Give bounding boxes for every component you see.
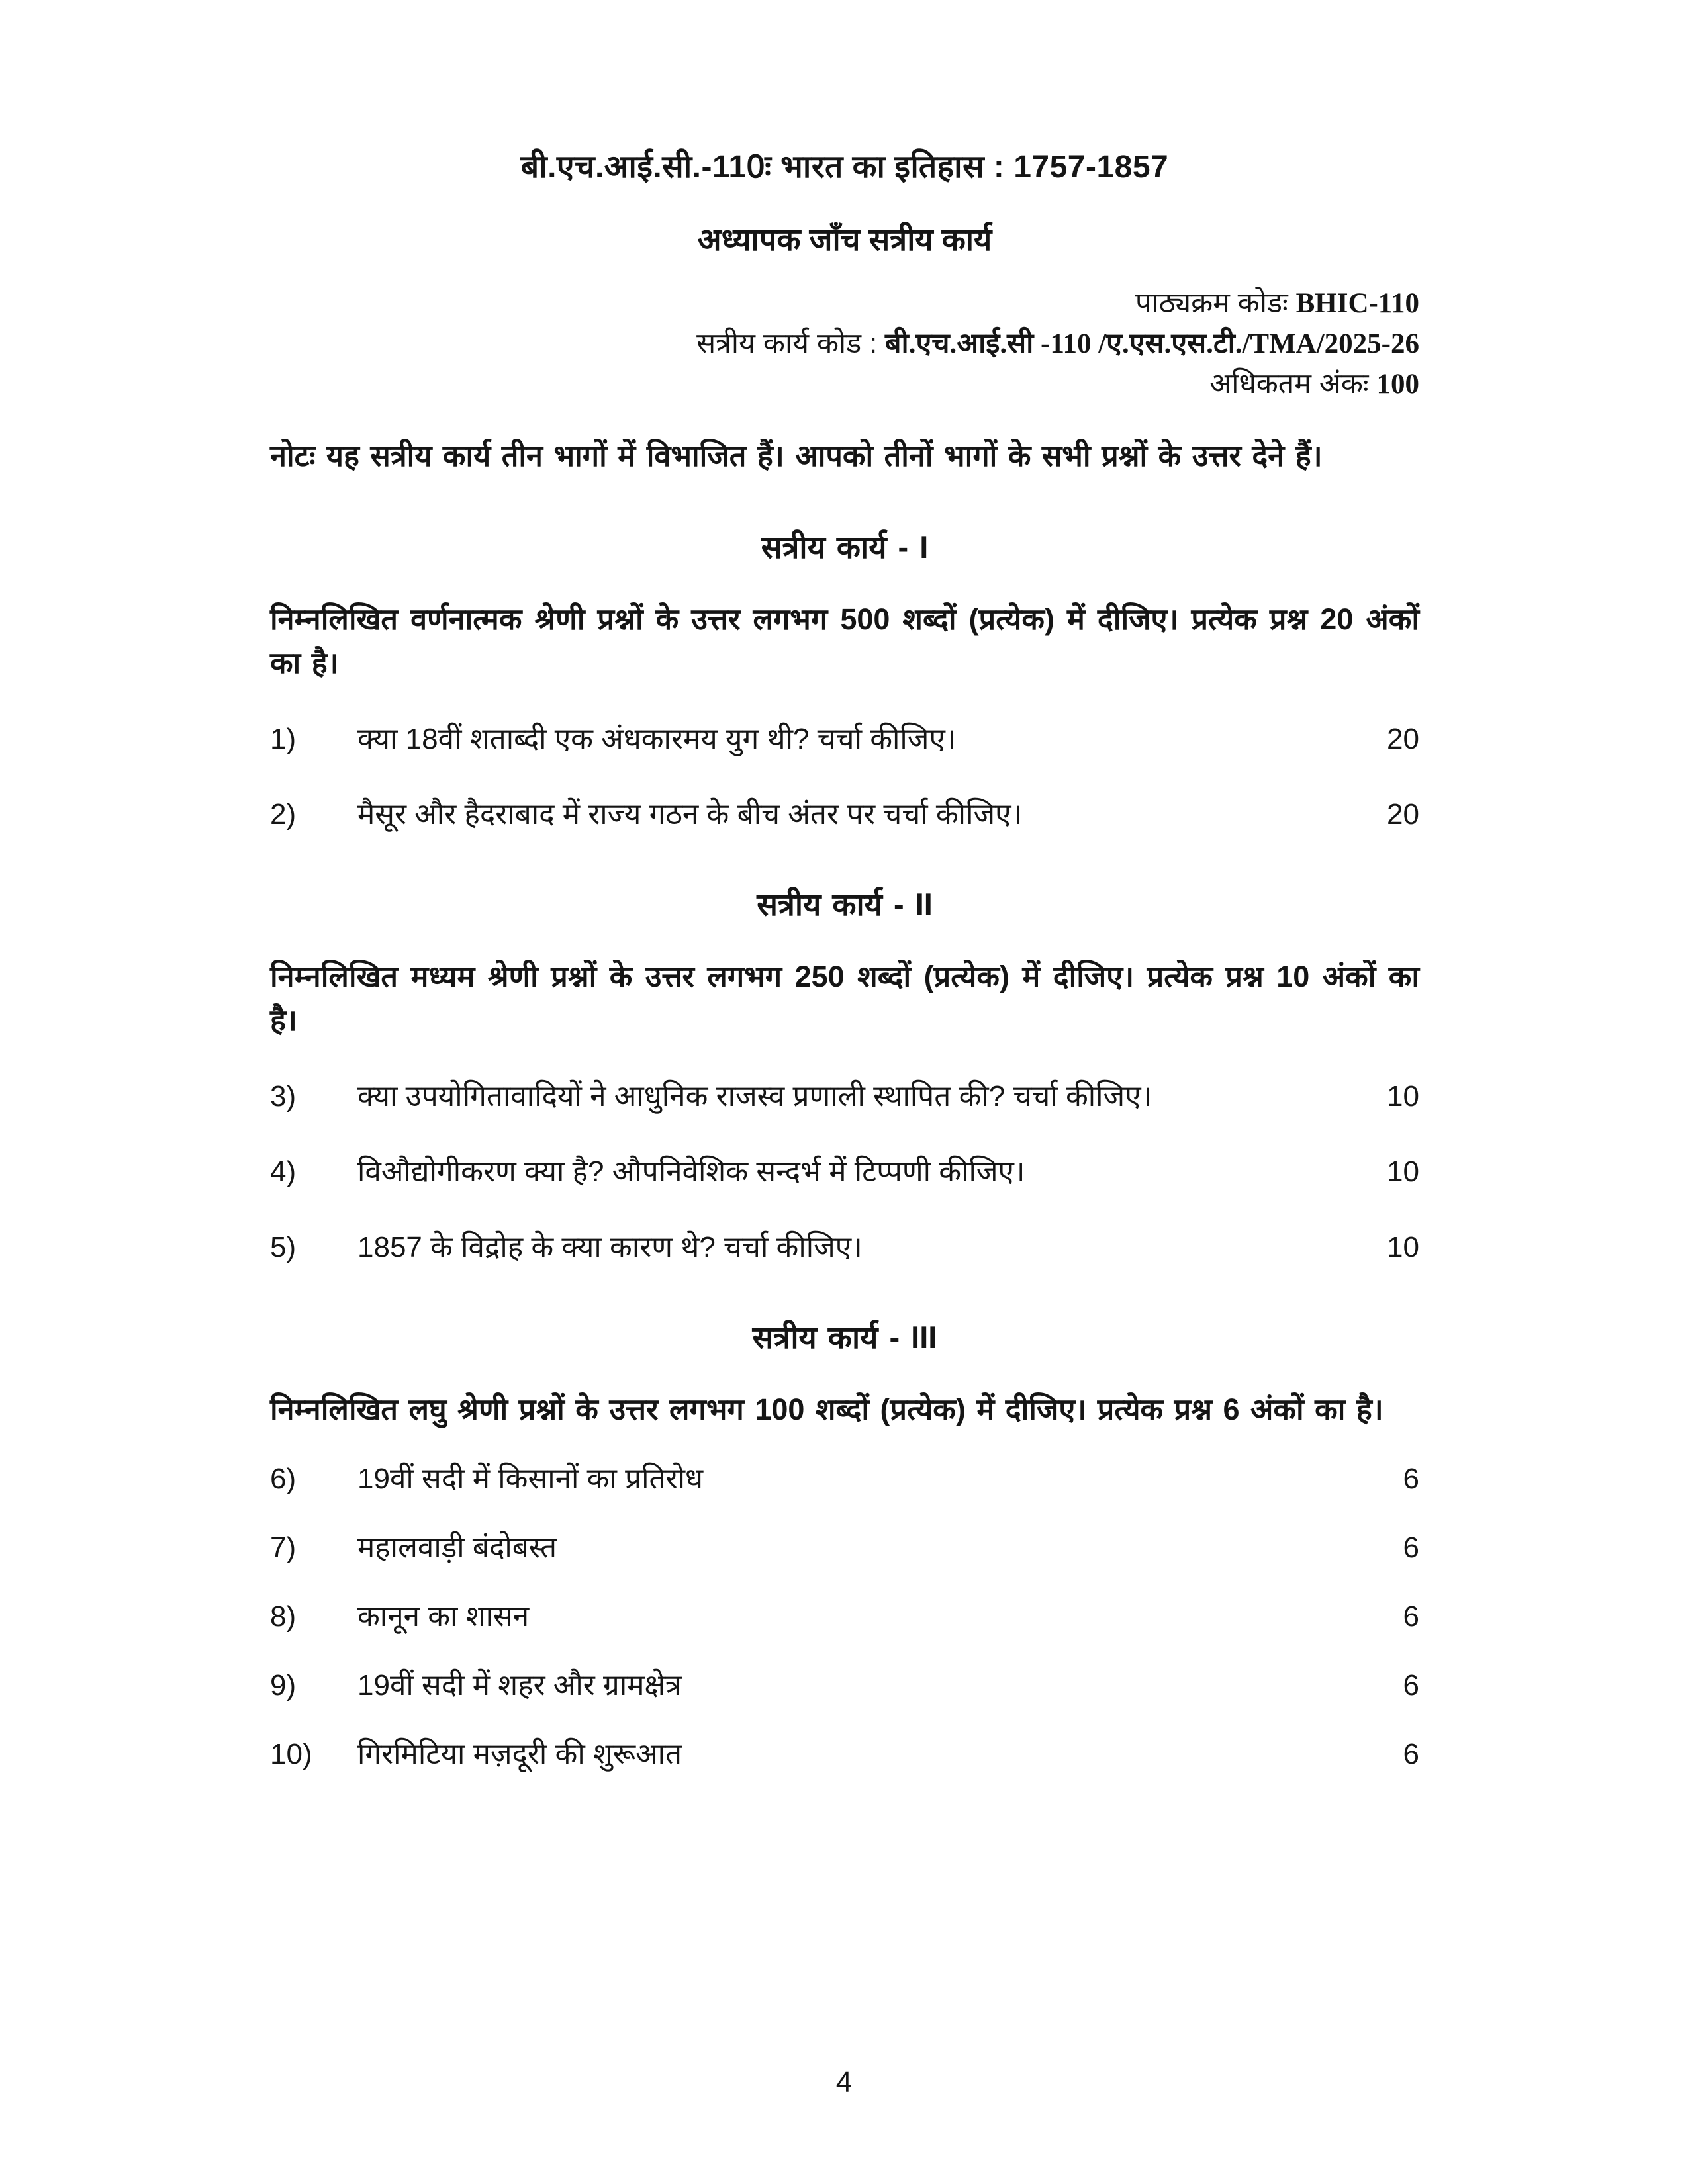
question-number: 5) xyxy=(270,1231,297,1263)
course-code-line xyxy=(270,283,1419,324)
question-text: गिरमिटिया मज़दूरी की शुरूआत xyxy=(357,1738,682,1770)
question-marks: 6 xyxy=(1403,1531,1419,1564)
question-marks: 6 xyxy=(1403,1463,1419,1495)
question-text: मैसूर और हैदराबाद में राज्य गठन के बीच अंतर पर चर्चा कीजिए। xyxy=(357,798,1023,831)
question-text: कानून का शासन xyxy=(357,1600,530,1633)
question-row xyxy=(270,1151,1419,1193)
question-number: 1) xyxy=(270,723,297,755)
section-1-intro: निम्नलिखित वर्णनात्मक श्रेणी प्रश्नों के उत्तर लगभग 500 शब्दों (प्रत्येक) में दीजिए। प्रत्येक प्रश्न 20 अंकों का है। xyxy=(270,602,1419,680)
question-text: क्या 18वीं शताब्दी एक अंधकारमय युग थी? चर्चा कीजिए। xyxy=(357,723,957,755)
section-3 xyxy=(270,1318,1419,1776)
question-marks: 6 xyxy=(1403,1669,1419,1702)
question-number: 7) xyxy=(270,1531,297,1564)
question-marks: 10 xyxy=(1387,1231,1419,1263)
question-row xyxy=(270,1664,1419,1707)
section-1-heading: सत्रीय कार्य - I xyxy=(761,529,929,565)
assignment-code-value: बी.एच.आई.सी -110 /ए.एस.एस.टी./TMA/2025-26 xyxy=(885,328,1419,359)
max-marks-line xyxy=(270,364,1419,404)
question-text: विऔद्योगीकरण क्या है? औपनिवेशिक सन्दर्भ में टिप्पणी कीजिए। xyxy=(357,1156,1025,1188)
note-paragraph: नोटः यह सत्रीय कार्य तीन भागों में विभाजित हैं। आपको तीनों भागों के सभी प्रश्नों के उत्तर देने हैं। xyxy=(270,439,1323,473)
question-text: 19वीं सदी में किसानों का प्रतिरोध xyxy=(357,1463,704,1495)
question-marks: 20 xyxy=(1387,723,1419,755)
max-marks-label: अधिकतम अंकः xyxy=(1209,368,1369,400)
question-row xyxy=(270,1458,1419,1500)
question-number: 9) xyxy=(270,1669,297,1702)
question-text: महालवाड़ी बंदोबस्त xyxy=(357,1531,557,1564)
question-number: 2) xyxy=(270,798,297,831)
question-number: 8) xyxy=(270,1600,297,1633)
question-row xyxy=(270,1226,1419,1269)
question-number: 10) xyxy=(270,1738,312,1770)
question-text: 19वीं सदी में शहर और ग्रामक्षेत्र xyxy=(357,1669,682,1702)
question-number: 3) xyxy=(270,1080,297,1113)
question-marks: 6 xyxy=(1403,1738,1419,1770)
question-number: 4) xyxy=(270,1156,297,1188)
section-2-heading: सत्रीय कार्य - II xyxy=(757,887,933,922)
question-row xyxy=(270,718,1419,760)
section-2 xyxy=(270,885,1419,1269)
question-row xyxy=(270,794,1419,836)
course-code-value: BHIC-110 xyxy=(1295,288,1419,319)
section-3-intro: निम्नलिखित लघु श्रेणी प्रश्नों के उत्तर लगभग 100 शब्दों (प्रत्येक) में दीजिए। प्रत्येक प्रश्न 6 अंकों का है। xyxy=(270,1392,1383,1426)
assignment-code-line xyxy=(270,324,1419,364)
doc-title: बी.एच.आई.सी.-110ः भारत का इतिहास : 1757-1857 xyxy=(520,150,1169,185)
max-marks-value: 100 xyxy=(1376,369,1419,400)
section-1 xyxy=(270,527,1419,836)
question-marks: 10 xyxy=(1387,1156,1419,1188)
question-marks: 10 xyxy=(1387,1080,1419,1113)
doc-subtitle: अध्यापक जाँच सत्रीय कार्य xyxy=(697,222,992,257)
code-block xyxy=(270,283,1419,404)
question-marks: 20 xyxy=(1387,798,1419,831)
question-row xyxy=(270,1075,1419,1118)
question-text: क्या उपयोगितावादियों ने आधुनिक राजस्व प्रणाली स्थापित की? चर्चा कीजिए। xyxy=(357,1080,1152,1113)
section-3-heading: सत्रीय कार्य - III xyxy=(752,1320,937,1355)
question-row xyxy=(270,1596,1419,1638)
page-number: 4 xyxy=(835,2066,853,2099)
question-marks: 6 xyxy=(1403,1600,1419,1633)
question-text: 1857 के विद्रोह के क्या कारण थे? चर्चा कीजिए। xyxy=(357,1231,863,1263)
question-number: 6) xyxy=(270,1463,297,1495)
course-code-label: पाठ्यक्रम कोडः xyxy=(1135,287,1288,319)
question-row xyxy=(270,1527,1419,1569)
question-row xyxy=(270,1733,1419,1776)
assignment-code-label: सत्रीय कार्य कोड : xyxy=(696,328,878,359)
section-2-intro: निम्नलिखित मध्यम श्रेणी प्रश्नों के उत्तर लगभग 250 शब्दों (प्रत्येक) में दीजिए। प्रत्येक प्रश्न 10 अंकों का है। xyxy=(270,960,1419,1037)
